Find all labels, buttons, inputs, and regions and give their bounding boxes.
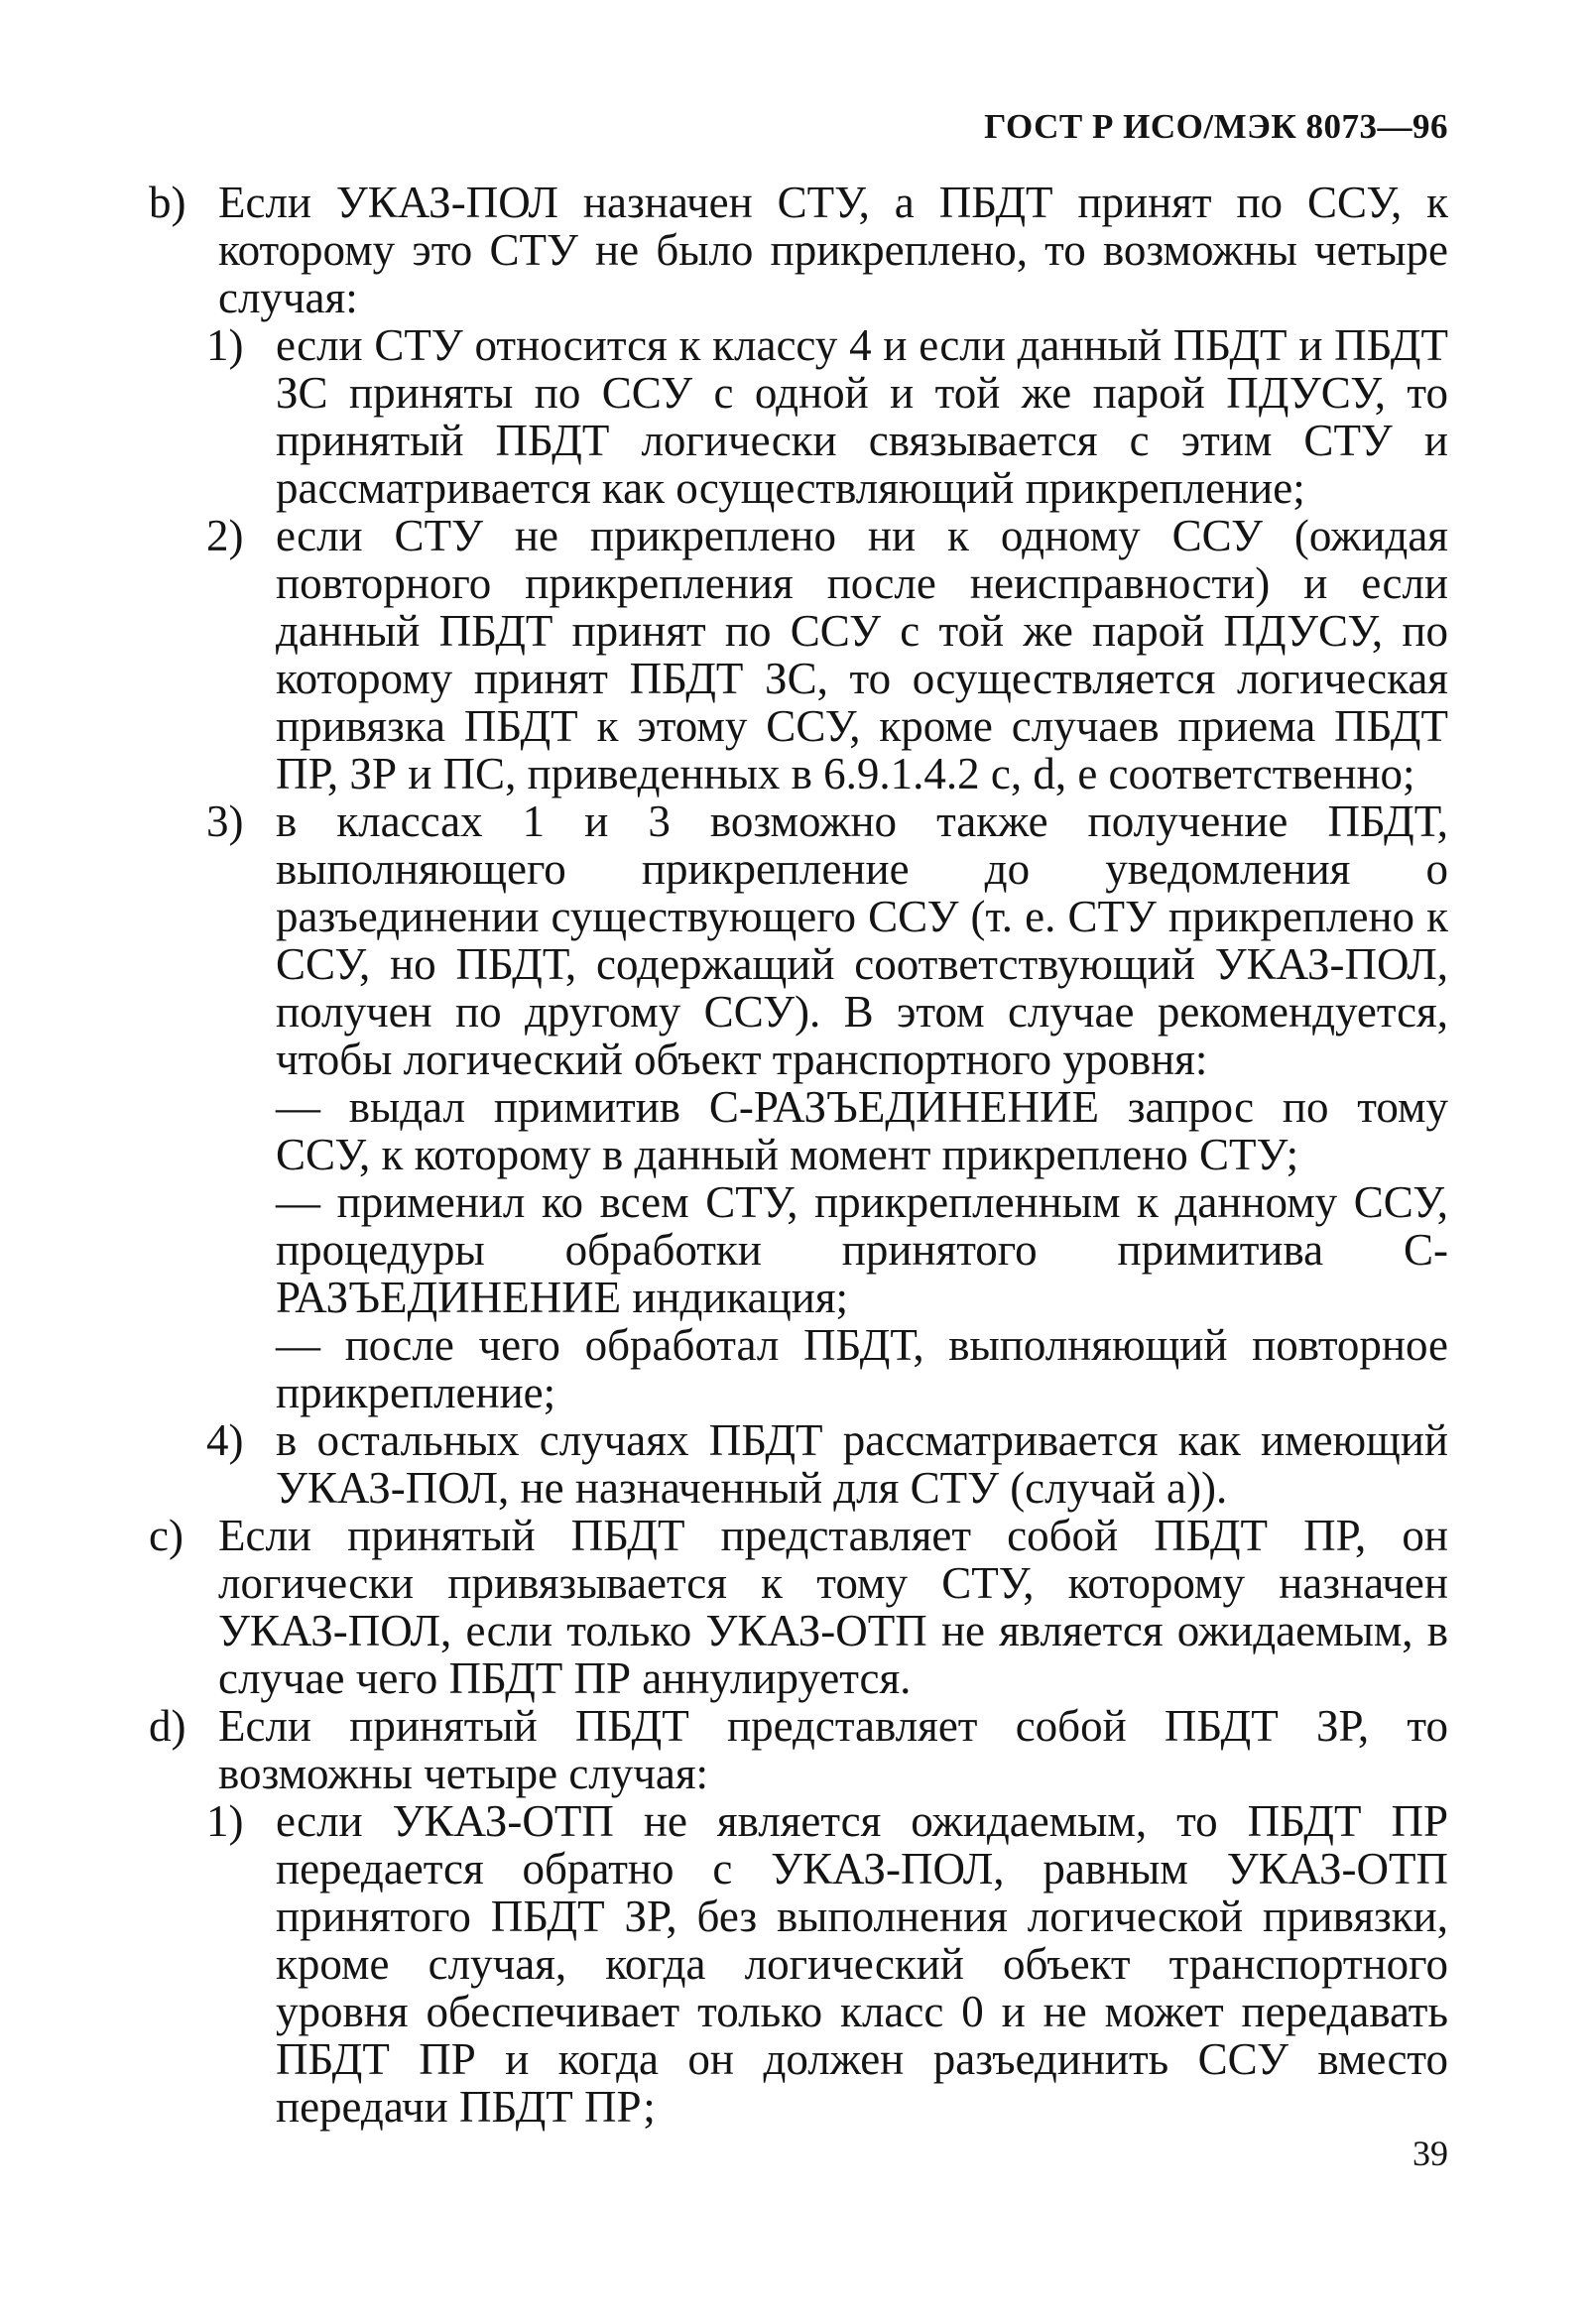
item-marker: с) [149,1511,184,1560]
document-body [149,179,1448,2131]
subitem-marker: 3) [206,796,244,846]
item-marker: b) [149,178,186,227]
subitem-text: если СТУ относится к классу 4 и если данный ПБДТ и ПБДТ ЗС приняты по ССУ с одной и той же парой ПДУСУ, то принятый ПБДТ логически связывается с этим СТУ и рассматривается как осуществляющий прикрепление; [276,320,1448,513]
subitem-b3 [149,797,1448,1083]
item-text: Если УКАЗ-ПОЛ назначен СТУ, а ПБДТ принят по ССУ, к которому это СТУ не было прикреплено, то возможны четыре случая: [218,178,1448,322]
item-marker: d) [149,1701,186,1751]
subitem-marker: 1) [206,1796,244,1846]
subitem-d1 [149,1797,1448,2131]
subitem-b2 [149,512,1448,797]
page-number: 39 [1412,2134,1448,2173]
subitem-b1 [149,321,1448,512]
subitem-b4 [149,1416,1448,1512]
subitem-marker: 1) [206,320,244,370]
subitem-marker: 2) [206,511,244,560]
subitem-text: если СТУ не прикреплено ни к одному ССУ (ожидая повторного прикрепления после неисправности) и если данный ПБДТ принят по ССУ с той же парой ПДУСУ, по которому принят ПБДТ ЗС, то осуществляется логическая привязка ПБДТ к этому ССУ, кроме случаев приема ПБДТ ПР, ЗР и ПС, приведенных в 6.9.1.4.2 с, d, е соответственно; [276,511,1448,798]
item-text: Если принятый ПБДТ представляет собой ПБДТ ПР, он логически привязывается к тому СТУ, которому назначен УКАЗ-ПОЛ, если только УКАЗ-ОТП не является ожидаемым, в случае чего ПБДТ ПР аннулируется. [218,1511,1448,1703]
dash-item: — после чего обработал ПБДТ, выполняющий повторное прикрепление; [276,1320,1448,1417]
item-b [149,179,1448,321]
subitem-text: в остальных случаях ПБДТ рассматривается как имеющий УКАЗ-ПОЛ, не назначенный для СТУ (случай а)). [276,1415,1448,1513]
dash-item: — выдал примитив С-РАЗЪЕДИНЕНИЕ запрос по тому ССУ, к которому в данный момент прикреплено СТУ; [276,1082,1448,1179]
dash-item: — применил ко всем СТУ, прикрепленным к данному ССУ, процедуры обработки принятого примитива С-РАЗЪЕДИНЕНИЕ индикация; [276,1177,1448,1322]
subitem-marker: 4) [206,1415,244,1465]
item-c [149,1512,1448,1702]
subitem-text: в классах 1 и 3 возможно также получение ПБДТ, выполняющего прикрепление до уведомления о разъединении существующего ССУ (т. е. СТУ прикреплено к ССУ, но ПБДТ, содержащий соответствующий УКАЗ-ПОЛ, получен по другому ССУ). В этом случае рекомендуется, чтобы логический объект транспортного уровня: [276,796,1448,1084]
item-d [149,1702,1448,1797]
standard-header: ГОСТ Р ИСО/МЭК 8073—96 [984,107,1448,146]
subitem-text: если УКАЗ-ОТП не является ожидаемым, то ПБДТ ПР передается обратно с УКАЗ-ПОЛ, равным УКАЗ-ОТП принятого ПБДТ ЗР, без выполнения логической привязки, кроме случая, когда логический объект транспортного уровня обеспечивает только класс 0 и не может передавать ПБДТ ПР и когда он должен разъединить ССУ вместо передачи ПБДТ ПР; [276,1796,1448,2132]
item-text: Если принятый ПБДТ представляет собой ПБДТ ЗР, то возможны четыре случая: [218,1701,1448,1798]
